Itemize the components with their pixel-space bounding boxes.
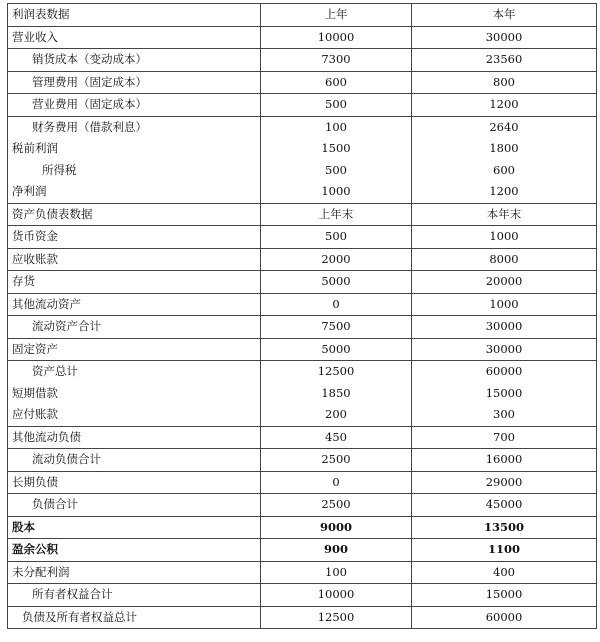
row-value-prior: 5000 [261, 271, 412, 294]
table-row [8, 248, 597, 271]
row-value-current: 13500 [412, 516, 597, 539]
row-value-prior: 600 [261, 71, 412, 94]
row-value-current: 1000 [412, 293, 597, 316]
table-row [8, 539, 597, 562]
table-row [8, 49, 597, 72]
row-label: 管理费用（固定成本） [8, 71, 261, 94]
row-value-prior: 1850 [261, 383, 412, 405]
row-value-prior: 12500 [261, 606, 412, 629]
row-value-prior: 2000 [261, 248, 412, 271]
row-value-prior: 7300 [261, 49, 412, 72]
table-row [8, 449, 597, 472]
row-value-prior: 100 [261, 116, 412, 138]
row-label: 应收账款 [8, 248, 261, 271]
row-value-current: 20000 [412, 271, 597, 294]
row-value-current: 1200 [412, 94, 597, 117]
row-label: 股本 [8, 516, 261, 539]
row-label: 流动负债合计 [8, 449, 261, 472]
table-row [8, 138, 597, 160]
row-value-prior: 500 [261, 94, 412, 117]
table-header-row [8, 4, 597, 27]
row-value-current: 2640 [412, 116, 597, 138]
table-row [8, 181, 597, 203]
row-value-current: 45000 [412, 494, 597, 517]
row-value-current: 30000 [412, 26, 597, 49]
row-value-prior: 100 [261, 561, 412, 584]
table-row [8, 203, 597, 226]
row-value-prior: 900 [261, 539, 412, 562]
row-label: 营业费用（固定成本） [8, 94, 261, 117]
row-label: 资产负债表数据 [8, 203, 261, 226]
header-label: 利润表数据 [8, 4, 261, 27]
table-row [8, 271, 597, 294]
row-value-prior: 0 [261, 471, 412, 494]
table-row [8, 561, 597, 584]
row-label: 短期借款 [12, 385, 58, 400]
table-row [8, 383, 597, 405]
row-value-current: 30000 [412, 338, 597, 361]
table-row [8, 160, 597, 182]
row-value-current: 300 [412, 404, 597, 426]
row-label: 货币资金 [8, 226, 261, 249]
row-label: 销货成本（变动成本） [8, 49, 261, 72]
row-value-current: 1100 [412, 539, 597, 562]
row-value-prior: 12500 [261, 361, 412, 383]
row-value-current: 400 [412, 561, 597, 584]
row-label: 其他流动负债 [8, 426, 261, 449]
table-row [8, 94, 597, 117]
row-value-prior: 0 [261, 293, 412, 316]
row-value-prior: 200 [261, 404, 412, 426]
table-row [8, 26, 597, 49]
table-row [8, 471, 597, 494]
row-value-prior: 500 [261, 226, 412, 249]
row-value-current: 60000 [412, 361, 597, 383]
row-label: 资产总计 [8, 361, 261, 383]
row-value-prior: 10000 [261, 584, 412, 607]
row-label: 所有者权益合计 [8, 584, 261, 607]
row-value-current: 30000 [412, 316, 597, 339]
row-value-prior: 5000 [261, 338, 412, 361]
row-label: 应付账款 [12, 407, 58, 421]
row-label: 净利润 [12, 184, 47, 198]
header-prior-year: 上年 [261, 4, 412, 27]
row-value-current: 23560 [412, 49, 597, 72]
row-value-current: 800 [412, 71, 597, 94]
row-label: 长期负债 [8, 471, 261, 494]
table-row [8, 293, 597, 316]
financial-data-sheet [7, 3, 593, 629]
table-row [8, 404, 597, 426]
row-value-current: 1800 [412, 138, 597, 160]
row-value-current: 本年末 [412, 203, 597, 226]
table-row [8, 116, 597, 138]
row-value-prior: 2500 [261, 449, 412, 472]
table-row [8, 584, 597, 607]
header-current-year: 本年 [412, 4, 597, 27]
row-value-prior: 2500 [261, 494, 412, 517]
row-value-prior: 上年末 [261, 203, 412, 226]
row-value-current: 700 [412, 426, 597, 449]
row-label: 固定资产 [8, 338, 261, 361]
row-label: 未分配利润 [8, 561, 261, 584]
row-label: 营业收入 [8, 26, 261, 49]
row-label: 其他流动资产 [8, 293, 261, 316]
row-value-current: 600 [412, 160, 597, 182]
table-row [8, 516, 597, 539]
row-value-current: 1200 [412, 181, 597, 203]
row-value-current: 60000 [412, 606, 597, 629]
financial-data-table [7, 3, 597, 629]
row-label: 流动资产合计 [8, 316, 261, 339]
row-value-current: 8000 [412, 248, 597, 271]
row-label: 负债合计 [8, 494, 261, 517]
row-label: 盈余公积 [8, 539, 261, 562]
table-row [8, 426, 597, 449]
table-row [8, 316, 597, 339]
table-row [8, 361, 597, 383]
row-value-current: 15000 [412, 383, 597, 405]
row-label: 存货 [8, 271, 261, 294]
row-label: 负债及所有者权益总计 [8, 606, 261, 629]
row-value-current: 29000 [412, 471, 597, 494]
row-value-current: 15000 [412, 584, 597, 607]
row-value-prior: 9000 [261, 516, 412, 539]
table-row [8, 338, 597, 361]
row-label: 所得税 [42, 162, 77, 177]
row-value-prior: 500 [261, 160, 412, 182]
row-value-prior: 450 [261, 426, 412, 449]
row-value-prior: 1500 [261, 138, 412, 160]
row-value-prior: 10000 [261, 26, 412, 49]
row-value-current: 16000 [412, 449, 597, 472]
table-row [8, 606, 597, 629]
table-row [8, 226, 597, 249]
table-row [8, 71, 597, 94]
row-label: 财务费用（借款利息） [8, 116, 261, 138]
row-value-current: 1000 [412, 226, 597, 249]
row-value-prior: 7500 [261, 316, 412, 339]
row-value-prior: 1000 [261, 181, 412, 203]
table-row [8, 494, 597, 517]
row-label: 税前利润 [12, 141, 58, 155]
